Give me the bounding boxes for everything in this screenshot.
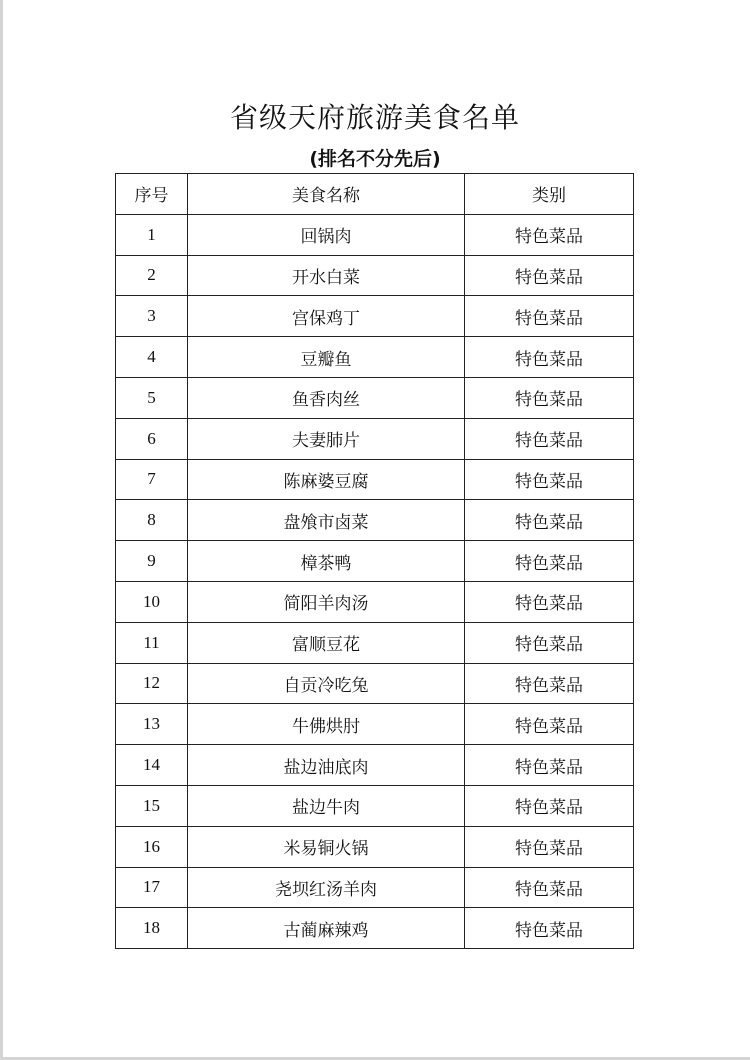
- row-food-name: 开水白菜: [188, 255, 465, 296]
- row-number: 10: [116, 581, 188, 622]
- row-food-name: 自贡冷吃兔: [188, 663, 465, 704]
- row-category: 特色菜品: [465, 214, 634, 255]
- row-category: 特色菜品: [465, 541, 634, 582]
- table-row: [116, 255, 634, 296]
- row-category: 特色菜品: [465, 785, 634, 826]
- row-category: 特色菜品: [465, 459, 634, 500]
- table-header-row: [116, 174, 634, 215]
- table-row: [116, 745, 634, 786]
- row-food-name: 樟茶鸭: [188, 541, 465, 582]
- table-body: [116, 214, 634, 948]
- table-row: [116, 581, 634, 622]
- header-number: 序号: [116, 174, 188, 215]
- row-food-name: 盐边牛肉: [188, 785, 465, 826]
- row-category: 特色菜品: [465, 745, 634, 786]
- row-number: 6: [116, 418, 188, 459]
- row-category: 特色菜品: [465, 581, 634, 622]
- table-row: [116, 459, 634, 500]
- row-food-name: 古蔺麻辣鸡: [188, 908, 465, 949]
- row-food-name: 豆瓣鱼: [188, 337, 465, 378]
- row-food-name: 盐边油底肉: [188, 745, 465, 786]
- table-row: [116, 541, 634, 582]
- row-category: 特色菜品: [465, 704, 634, 745]
- row-food-name: 回锅肉: [188, 214, 465, 255]
- row-food-name: 盘飧市卤菜: [188, 500, 465, 541]
- row-food-name: 牛佛烘肘: [188, 704, 465, 745]
- table-row: [116, 622, 634, 663]
- table-row: [116, 296, 634, 337]
- row-food-name: 富顺豆花: [188, 622, 465, 663]
- row-category: 特色菜品: [465, 500, 634, 541]
- row-number: 15: [116, 785, 188, 826]
- row-number: 17: [116, 867, 188, 908]
- row-food-name: 夫妻肺片: [188, 418, 465, 459]
- row-number: 5: [116, 377, 188, 418]
- header-food-name: 美食名称: [188, 174, 465, 215]
- table-row: [116, 377, 634, 418]
- row-number: 7: [116, 459, 188, 500]
- table-row: [116, 704, 634, 745]
- row-number: 14: [116, 745, 188, 786]
- table-row: [116, 500, 634, 541]
- row-category: 特色菜品: [465, 663, 634, 704]
- row-number: 11: [116, 622, 188, 663]
- document-title: 省级天府旅游美食名单: [229, 101, 520, 134]
- row-number: 12: [116, 663, 188, 704]
- row-category: 特色菜品: [465, 377, 634, 418]
- row-number: 2: [116, 255, 188, 296]
- table-row: [116, 785, 634, 826]
- row-food-name: 尧坝红汤羊肉: [188, 867, 465, 908]
- row-number: 16: [116, 826, 188, 867]
- row-category: 特色菜品: [465, 908, 634, 949]
- food-list-table: [115, 173, 634, 949]
- table-row: [116, 867, 634, 908]
- row-food-name: 陈麻婆豆腐: [188, 459, 465, 500]
- row-number: 18: [116, 908, 188, 949]
- document-subtitle: (排名不分先后): [309, 148, 441, 170]
- table-row: [116, 908, 634, 949]
- row-number: 13: [116, 704, 188, 745]
- row-category: 特色菜品: [465, 622, 634, 663]
- row-category: 特色菜品: [465, 418, 634, 459]
- table-row: [116, 663, 634, 704]
- row-category: 特色菜品: [465, 296, 634, 337]
- row-category: 特色菜品: [465, 255, 634, 296]
- row-category: 特色菜品: [465, 826, 634, 867]
- table-row: [116, 214, 634, 255]
- table-row: [116, 337, 634, 378]
- row-number: 8: [116, 500, 188, 541]
- row-number: 1: [116, 214, 188, 255]
- row-food-name: 宫保鸡丁: [188, 296, 465, 337]
- row-category: 特色菜品: [465, 867, 634, 908]
- row-number: 4: [116, 337, 188, 378]
- row-category: 特色菜品: [465, 337, 634, 378]
- table-row: [116, 418, 634, 459]
- row-number: 9: [116, 541, 188, 582]
- header-category: 类别: [465, 174, 634, 215]
- row-food-name: 米易铜火锅: [188, 826, 465, 867]
- row-number: 3: [116, 296, 188, 337]
- table-row: [116, 826, 634, 867]
- row-food-name: 鱼香肉丝: [188, 377, 465, 418]
- row-food-name: 简阳羊肉汤: [188, 581, 465, 622]
